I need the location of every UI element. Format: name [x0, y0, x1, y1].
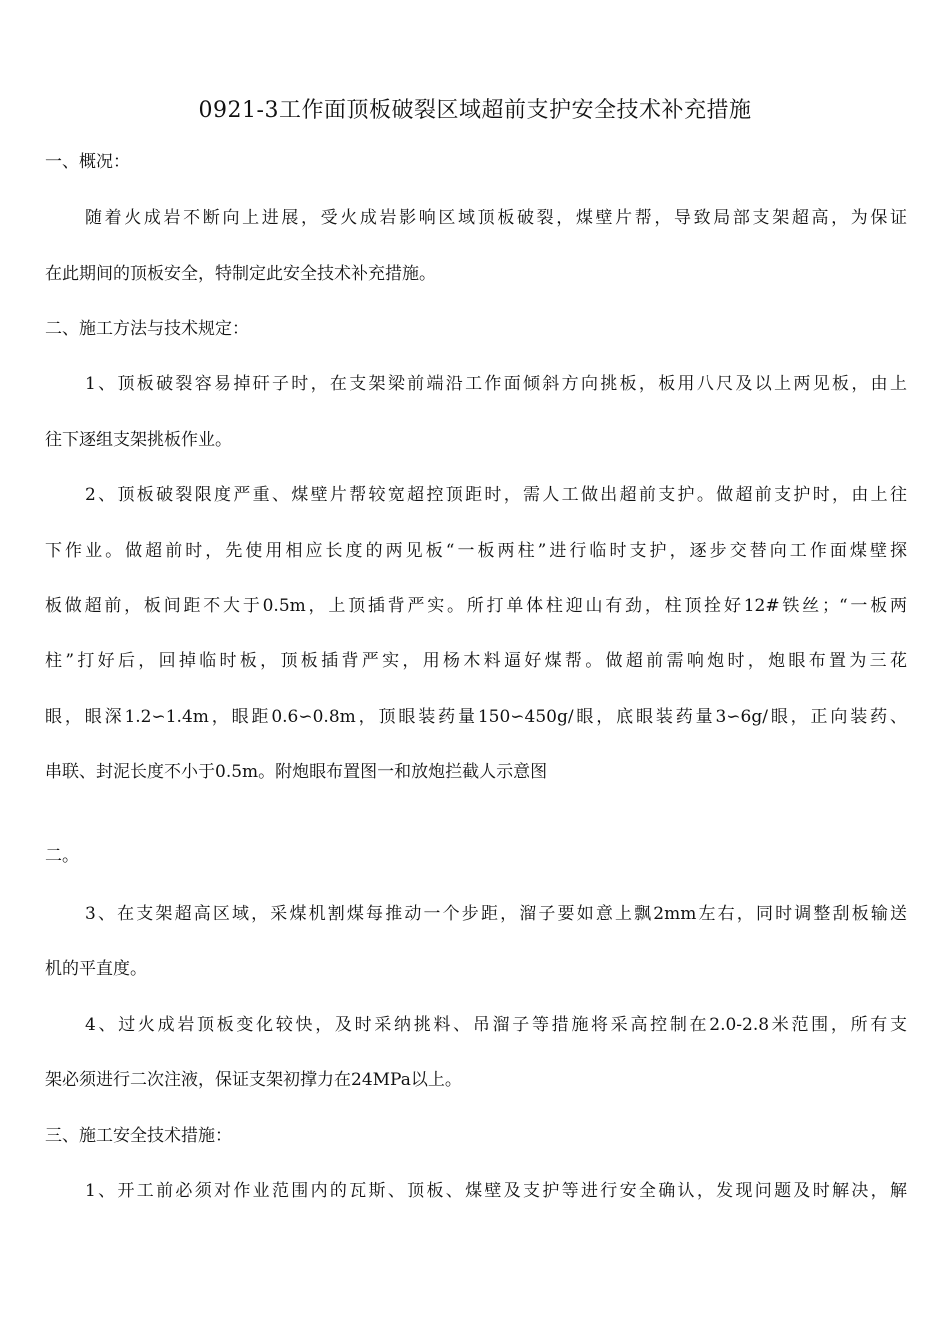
paragraph-line: 1、顶板破裂容易掉矸子时，在支架梁前端沿工作面倾斜方向挑板，板用八尺及以上两见板，由上: [85, 374, 907, 394]
section-heading-methods: 二、施工方法与技术规定：: [45, 319, 249, 339]
paragraph-line: 3、在支架超高区域，采煤机割煤每推动一个步距，溜子要如意上飘2mm左右，同时调整刮板输送: [85, 904, 907, 924]
section-heading-overview: 一、概况：: [45, 152, 130, 172]
paragraph-line: 板做超前，板间距不大于0.5m，上顶插背严实。所打单体柱迎山有劲，柱顶拴好12#铁丝；“一板两: [45, 596, 907, 616]
section-heading-safety: 三、施工安全技术措施：: [45, 1126, 232, 1146]
paragraph-line: 串联、封泥长度不小于0.5m。附炮眼布置图一和放炮拦截人示意图: [45, 762, 548, 782]
paragraph-line: 4、过火成岩顶板变化较快，及时采纳挑料、吊溜子等措施将采高控制在2.0-2.8米范围，所有支: [85, 1015, 907, 1035]
paragraph-line: 在此期间的顶板安全，特制定此安全技术补充措施。: [45, 264, 436, 284]
paragraph-line: 柱”打好后，回掉临时板，顶板插背严实，用杨木料逼好煤帮。做超前需响炮时，炮眼布置为三花: [45, 651, 907, 671]
paragraph-line: 下作业。做超前时，先使用相应长度的两见板“一板两柱”进行临时支护，逐步交替向工作面煤壁探: [45, 541, 907, 561]
paragraph-line: 架必须进行二次注液，保证支架初撑力在24MPa以上。: [45, 1070, 462, 1090]
paragraph-line: 1、开工前必须对作业范围内的瓦斯、顶板、煤壁及支护等进行安全确认，发现问题及时解决，解: [85, 1181, 907, 1201]
document-title: 0921-3工作面顶板破裂区域超前支护安全技术补充措施: [198, 98, 752, 123]
paragraph-line: 二。: [45, 846, 79, 866]
paragraph-line: 随着火成岩不断向上进展，受火成岩影响区域顶板破裂，煤壁片帮，导致局部支架超高，为保证: [85, 208, 907, 228]
paragraph-line: 机的平直度。: [45, 959, 147, 979]
paragraph-line: 2、顶板破裂限度严重、煤壁片帮较宽超控顶距时，需人工做出超前支护。做超前支护时，由上往: [85, 485, 907, 505]
paragraph-line: 往下逐组支架挑板作业。: [45, 430, 232, 450]
paragraph-line: 眼，眼深1.2∽1.4m，眼距0.6∽0.8m，顶眼装药量150∽450g/眼，底眼装药量3∽6g/眼，正向装药、: [45, 707, 907, 727]
